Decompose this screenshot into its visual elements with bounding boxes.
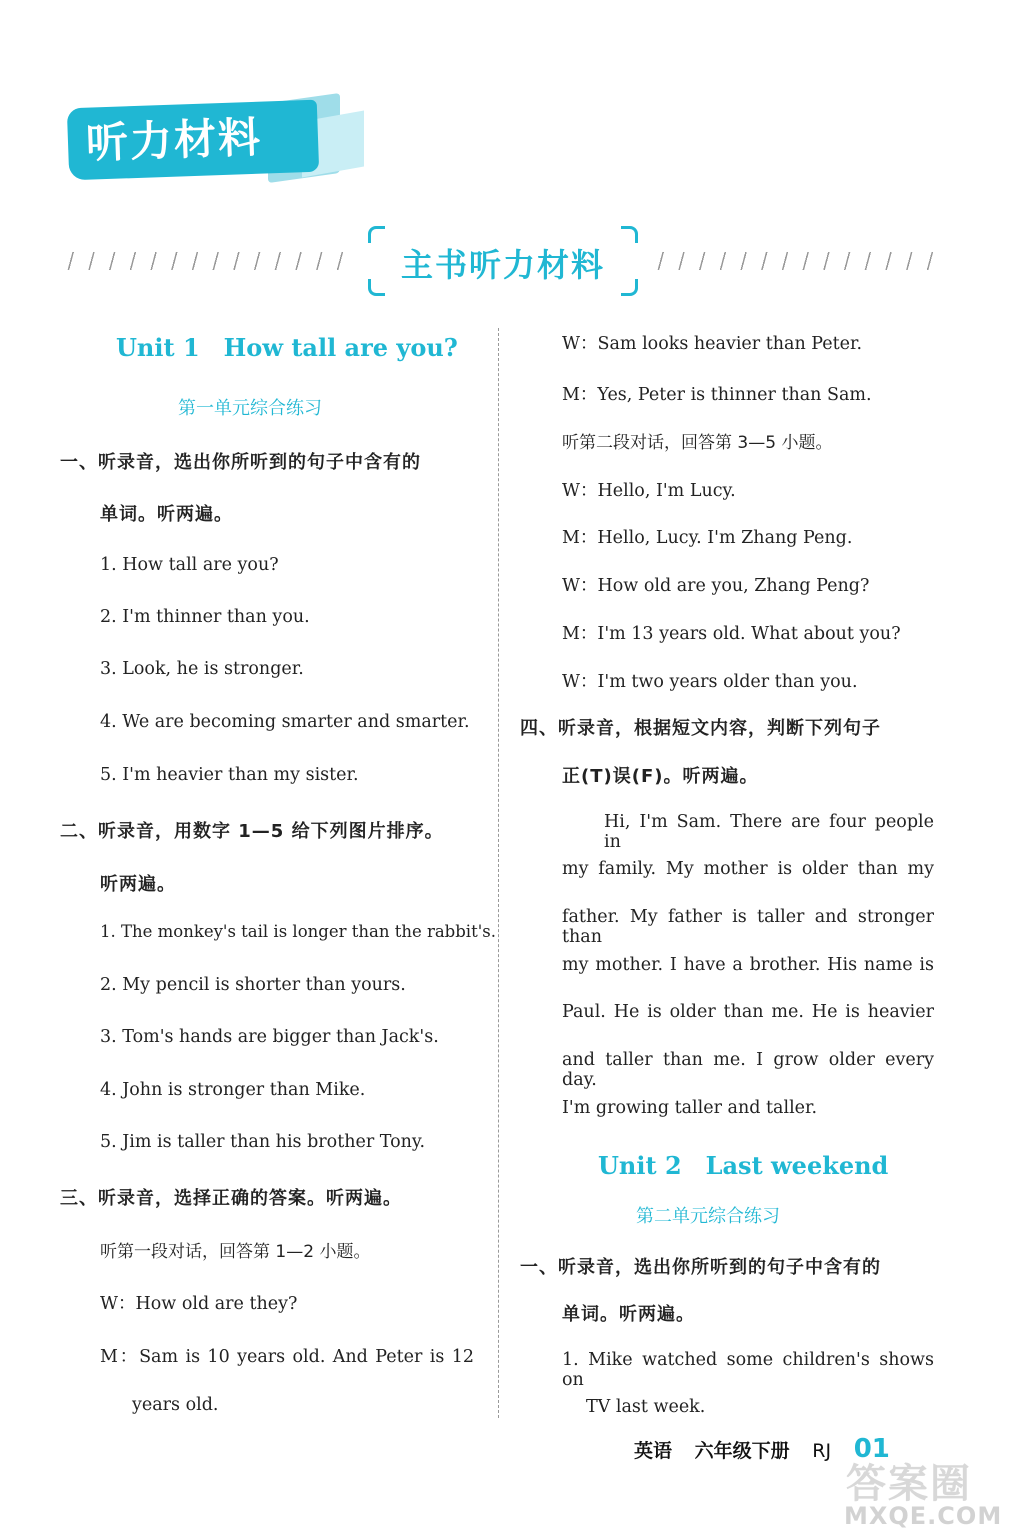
dialogue-line: W：How old are you, Zhang Peng? [562,576,870,596]
q2-item: 5. Jim is taller than his brother Tony. [100,1132,426,1152]
u2-item-cont: TV last week. [586,1397,706,1417]
passage-line: Paul. He is older than me. He is heavier [562,1002,934,1022]
q3-intro-2: 听第二段对话，回答第 3—5 小题。 [562,433,833,453]
footer-subject: 英语 [634,1440,673,1462]
unit-2-title: Unit 2 Last weekend [598,1151,889,1180]
u2-item: 1. Mike watched some children's shows on [562,1350,934,1390]
q1-item: 3. Look, he is stronger. [100,659,304,679]
hatch-divider-right [650,252,940,270]
dialogue-line: W：Sam looks heavier than Peter. [562,334,863,354]
listening-banner [62,92,342,184]
passage-line: and taller than me. I grow older every day. [562,1050,934,1090]
unit-1-subtitle: 第一单元综合练习 [178,398,322,419]
passage-line: my family. My mother is older than my [562,859,934,879]
question-1-prompt: 一、听录音，选出你所听到的句子中含有的 [60,452,421,473]
dialogue-line: W：How old are they? [100,1294,298,1314]
dialogue-line-cont: years old. [132,1395,219,1415]
q2-item: 3. Tom's hands are bigger than Jack's. [100,1027,439,1047]
passage-line: father. My father is taller and stronger than [562,907,934,947]
passage-line: Hi, I'm Sam. There are four people in [604,812,934,852]
q1-item: 4. We are becoming smarter and smarter. [100,712,470,732]
q1-item: 1. How tall are you? [100,555,279,575]
q3-intro: 听第一段对话，回答第 1—2 小题。 [100,1242,371,1262]
section-heading [60,222,940,300]
q1-item: 2. I'm thinner than you. [100,607,310,627]
section-title: 主书听力材料 [400,246,605,284]
q2-item: 1. The monkey's tail is longer than the rabbit's. [100,922,496,941]
dialogue-line: M：Hello, Lucy. I'm Zhang Peng. [562,528,853,548]
question-4-prompt: 四、听录音，根据短文内容，判断下列句子 [520,718,881,739]
question-4-prompt-cont: 正(T)误(F)。听两遍。 [562,766,759,787]
watermark-text: 答案圈 [846,1461,972,1507]
footer-edition: RJ [812,1440,832,1462]
q2-item: 2. My pencil is shorter than yours. [100,975,406,995]
question-2-prompt: 二、听录音，用数字 1—5 给下列图片排序。 [60,821,444,842]
dialogue-line: M：Yes, Peter is thinner than Sam. [562,385,872,405]
unit-2-question-1-prompt: 一、听录音，选出你所听到的句子中含有的 [520,1257,881,1278]
watermark-url: MXQE.COM [844,1502,1003,1530]
q1-item: 5. I'm heavier than my sister. [100,765,359,785]
unit-1-title: Unit 1 How tall are you? [116,333,458,362]
unit-2-subtitle: 第二单元综合练习 [636,1206,780,1227]
watermark-logo [840,1452,1010,1532]
column-divider [498,328,499,1418]
question-1-prompt-cont: 单词。听两遍。 [100,504,233,525]
question-3-prompt: 三、听录音，选择正确的答案。听两遍。 [60,1188,402,1209]
dialogue-line: M：I'm 13 years old. What about you? [562,624,901,644]
dialogue-line: M：Sam is 10 years old. And Peter is 12 [100,1347,474,1367]
dialogue-line: W：I'm two years older than you. [562,672,858,692]
dialogue-line: W：Hello, I'm Lucy. [562,481,736,501]
passage-line: I'm growing taller and taller. [562,1098,818,1118]
unit-2-question-1-prompt-cont: 单词。听两遍。 [562,1304,695,1325]
passage-line: my mother. I have a brother. His name is [562,955,934,975]
section-title-frame [368,222,638,300]
q2-item: 4. John is stronger than Mike. [100,1080,366,1100]
footer-grade: 六年级下册 [694,1440,790,1462]
banner-title: 听力材料 [67,100,319,181]
question-2-prompt-cont: 听两遍。 [100,874,176,895]
page-number: 01 [853,1434,890,1464]
hatch-divider-left [60,252,350,270]
